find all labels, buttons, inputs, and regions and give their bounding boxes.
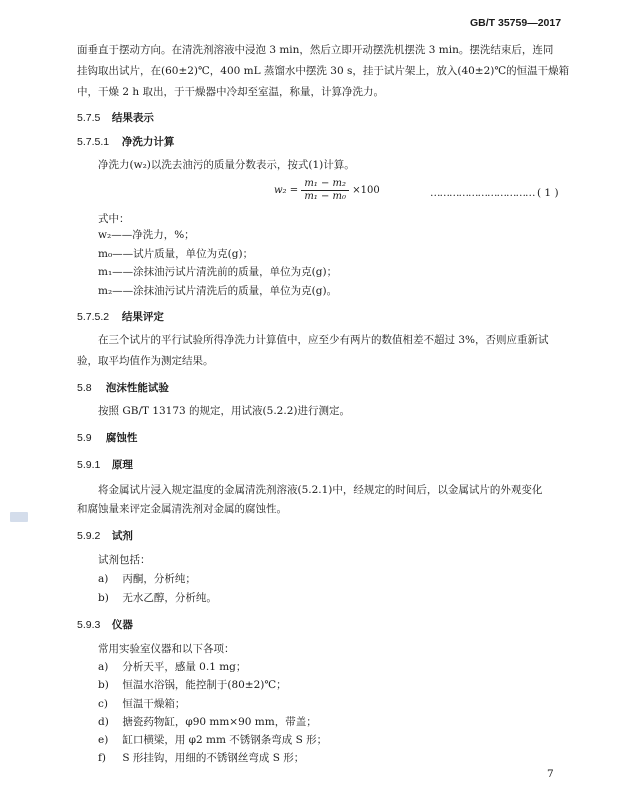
formula-numerator: m₁ − m₂ (301, 178, 349, 191)
section-heading (77, 457, 133, 472)
section-number: 5.7.5.1 (77, 136, 110, 148)
variable-definition: m₂——涂抹油污试片清洗后的质量，单位为克(g)。 (98, 285, 338, 297)
equation-number: ( 1 ) (537, 187, 559, 199)
section-number: 5.9.2 (77, 530, 101, 542)
list-marker: c) (98, 698, 108, 710)
list-text: S 形挂钩，用细的不锈钢丝弯成 S 形； (122, 752, 305, 764)
formula-lhs: w₂ = (274, 185, 299, 196)
list-marker: b) (98, 592, 109, 604)
section-number: 5.9.3 (77, 619, 101, 631)
side-tab-marker (10, 512, 28, 522)
paragraph-line: 面垂直于摆动方向。在清洗剂溶液中浸泡 3 min，然后立即开动摆洗机摆洗 3 min。摆洗结束后，连同 (77, 44, 554, 56)
list-text: 分析天平，感量 0.1 mg； (122, 661, 247, 673)
section-number: 5.7.5 (77, 112, 101, 124)
paragraph-line: 中，干燥 2 h 取出，于干燥器中冷却至室温，称量，计算净洗力。 (77, 86, 384, 98)
list-marker: b) (98, 679, 109, 691)
list-text: 缸口横梁，用 φ2 mm 不锈钢条弯成 S 形； (122, 734, 328, 746)
list-marker: e) (98, 734, 109, 746)
page-number: 7 (547, 768, 554, 780)
paragraph-line: 净洗力(w₂)以洗去油污的质量分数表示，按式(1)计算。 (98, 159, 355, 171)
section-title: 结果评定 (121, 311, 164, 323)
section-heading (77, 528, 133, 543)
list-marker: f) (98, 752, 106, 764)
section-heading (77, 110, 154, 125)
variable-definition: m₁——涂抹油污试片清洗前的质量，单位为克(g)； (98, 266, 338, 278)
section-title: 结果表示 (111, 112, 154, 124)
section-heading (77, 309, 164, 324)
section-number: 5.9.1 (77, 459, 101, 471)
variable-definition: w₂——净洗力，%； (98, 229, 195, 241)
formula-denominator: m₁ − m₀ (304, 191, 347, 202)
section-title: 泡沫性能试验 (105, 382, 169, 394)
list-marker: d) (98, 716, 109, 728)
list-marker: a) (98, 573, 109, 585)
section-number: 5.8 (77, 382, 92, 394)
section-heading (77, 430, 137, 445)
list-text: 搪瓷药物缸，φ90 mm×90 mm，带盖； (122, 716, 317, 728)
section-number: 5.7.5.2 (77, 311, 110, 323)
list-text: 恒温水浴锅，能控制于(80±2)℃； (122, 679, 287, 691)
section-title: 腐蚀性 (105, 432, 138, 444)
standard-number: GB/T 35759—2017 (470, 17, 562, 29)
paragraph-line: 将金属试片浸入规定温度的金属清洗剂溶液(5.2.1)中，经规定的时间后，以金属试片的外观变化 (98, 484, 543, 496)
paragraph-line: 在三个试片的平行试验所得净洗力计算值中，应至少有两片的数值相差不超过 3%，否则应重新试 (98, 334, 549, 346)
paragraph-line: 验，取平均值作为测定结果。 (77, 355, 214, 367)
section-number: 5.9 (77, 432, 92, 444)
section-title: 仪器 (111, 619, 133, 631)
section-heading (77, 380, 169, 395)
where-label: 式中： (98, 213, 130, 225)
formula-fraction (301, 178, 349, 203)
list-item (98, 715, 317, 730)
paragraph-line: 按照 GB/T 13173 的规定，用试液(5.2.2)进行测定。 (98, 405, 350, 417)
variable-definition: m₀——试片质量，单位为克(g)； (98, 248, 254, 260)
section-heading (77, 617, 133, 632)
formula-tail: ×100 (352, 185, 380, 196)
paragraph-line: 和腐蚀量来评定金属清洗剂对金属的腐蚀性。 (77, 503, 287, 515)
list-item (98, 678, 287, 693)
list-text: 丙酮，分析纯； (122, 573, 196, 585)
list-text: 无水乙醇，分析纯。 (122, 592, 217, 604)
list-text: 恒温干燥箱； (122, 698, 186, 710)
list-item (98, 660, 246, 675)
equation-leader-dots: …………………………… (430, 187, 535, 199)
list-marker: a) (98, 661, 109, 673)
section-heading (77, 134, 174, 149)
section-title: 原理 (111, 459, 133, 471)
list-item (98, 697, 185, 712)
list-item (98, 751, 304, 766)
section-title: 试剂 (111, 530, 133, 542)
list-item (98, 572, 196, 587)
formula (274, 178, 380, 203)
list-item (98, 733, 327, 748)
paragraph-line: 试剂包括： (98, 554, 151, 566)
section-title: 净洗力计算 (121, 136, 175, 148)
paragraph-line: 挂钩取出试片，在(60±2)℃，400 mL 蒸馏水中摆洗 30 s，挂于试片架上，放入(40±2)℃的恒温干燥箱 (77, 65, 570, 77)
list-item (98, 591, 217, 606)
paragraph-line: 常用实验室仪器和以下各项： (98, 643, 235, 655)
